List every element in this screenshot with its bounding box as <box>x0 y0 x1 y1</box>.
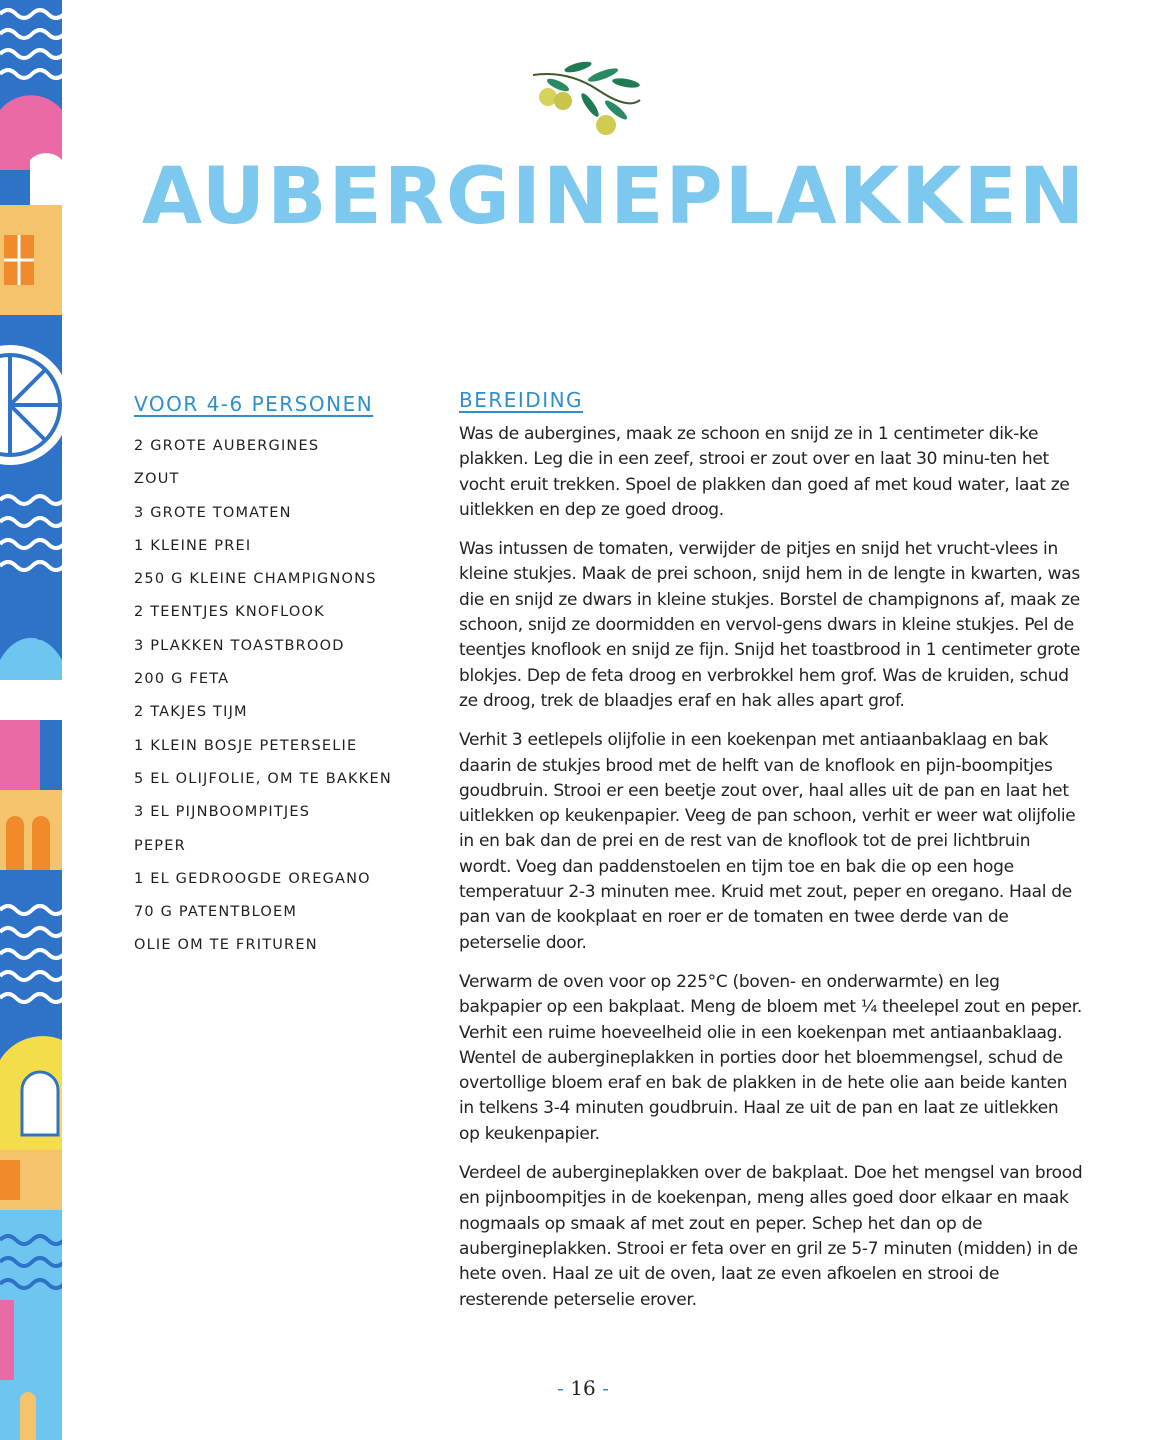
ingredient-item: 250 G KLEINE CHAMPIGNONS <box>134 571 377 588</box>
method-paragraph: Verhit 3 eetlepels olijfolie in een koekenpan met antiaanbaklaag en bak daarin de stukjes brood met de helft van de knoflook en pijn-boompitjes goudbruin. Strooi er een beetje zout over, haal alles uit de pan en laat het uitlekken op keukenpapier. Veeg de pan schoon, verhit er weer wat olijfolie in en bak dan de prei en de rest van de knoflook tot de prei lichtbruin wordt. Voeg dan paddenstoelen en tijm toe en bak die op een hoge temperatuur 2-3 minuten mee. Kruid met zout, peper en oregano. Haal de pan van de kookplaat en roer er de tomaten en twee derde van de peterselie door. <box>459 730 1076 953</box>
method-paragraph: Verwarm de oven voor op 225°C (boven- en onderwarmte) en leg bakpapier op een bakplaat. Meng de bloem met ¼ theelepel zout en peper. Verhit een ruime hoeveelheid olie in een koekenpan met antiaanbaklaag. Wentel de auberginеplakken in porties door het bloemmengsel, schud de overtollige bloem eraf en bak de plakken in de hete olie aan beide kanten in telkens 3-4 minuten goudbruin. Haal ze uit de pan en laat ze uitlekken op keukenpapier. <box>459 971 1083 1144</box>
ingredient-item: 1 EL GEDROOGDE OREGANO <box>134 870 371 887</box>
ingredients-heading: VOOR 4-6 PERSONEN <box>134 392 374 416</box>
page-number-dash-left: - <box>557 1376 564 1400</box>
ingredient-item: 3 GROTE TOMATEN <box>134 504 292 521</box>
ingredient-item: 200 G FETA <box>134 671 230 688</box>
ingredient-item: 1 KLEIN BOSJE PETERSELIE <box>134 737 358 754</box>
ingredient-item: 2 TEENTJES KNOFLOOK <box>134 604 325 621</box>
page-title: AUBERGINEPLAKKEN <box>141 152 1087 242</box>
page-number-value: 16 <box>570 1376 596 1400</box>
ingredient-item: OLIE OM TE FRITUREN <box>134 937 318 954</box>
ingredient-item: 5 EL OLIJFOLIE, OM TE BAKKEN <box>134 770 392 787</box>
olive-branch-icon <box>528 55 643 140</box>
ingredients-section <box>134 392 424 963</box>
ingredient-item: 1 KLEINE PREI <box>134 537 252 554</box>
method-paragraph: Was intussen de tomaten, verwijder de pitjes en snijd het vrucht-vlees in kleine stukjes. Maak de prei schoon, snijd hem in de lengte in kwarten, was die en snijd ze dwars in kleine stukjes. Borstel de champignons af, maak ze schoon, snijd ze doormidden en vervol-gens dwars in kleine stukjes. Pel de teentjes knoflook en snijd ze fijn. Snijd het toastbrood in 1 centimeter grote blokjes. Dep de feta droog en verbrokkel hem grof. Was de kruiden, schud ze droog, trek de blaadjes eraf en hak alles apart grof. <box>459 539 1081 711</box>
ingredient-item: 3 EL PIJNBOOMPITJES <box>134 804 311 821</box>
method-section <box>459 388 1084 1327</box>
method-heading: BEREIDING <box>459 388 584 412</box>
ingredient-item: ZOUT <box>134 471 180 488</box>
ingredient-list <box>134 430 424 963</box>
ingredient-item: 3 PLAKKEN TOASTBROOD <box>134 637 345 654</box>
ingredient-item: 2 TAKJES TIJM <box>134 704 248 721</box>
page-number-dash-right: - <box>602 1376 609 1400</box>
ingredient-item: 70 G PATENTBLOEM <box>134 904 298 921</box>
page-number <box>540 1376 626 1400</box>
method-paragraph: Verdeel de aubergineplakken over de bakplaat. Doe het mengsel van brood en pijnboompitjes in de koekenpan, meng alles goed door elkaar en maak nogmaals op smaak af met zout en peper. Schep het dan op de aubergineplakken. Strooi er feta over en gril ze 5-7 minuten (midden) in de hete oven. Haal ze uit de oven, laat ze even afkoelen en strooi de resterende peterselie erover. <box>459 1163 1083 1310</box>
method-paragraph: Was de aubergines, maak ze schoon en snijd ze in 1 centimeter dik-ke plakken. Leg die in een zeef, strooi er zout over en laat 30 minu-ten het vocht eruit trekken. Spoel de plakken dan goed af met koud water, laat ze uitlekken en dep ze goed droog. <box>459 424 1070 520</box>
ingredient-item: PEPER <box>134 837 186 854</box>
ingredient-item: 2 GROTE AUBERGINES <box>134 438 320 454</box>
